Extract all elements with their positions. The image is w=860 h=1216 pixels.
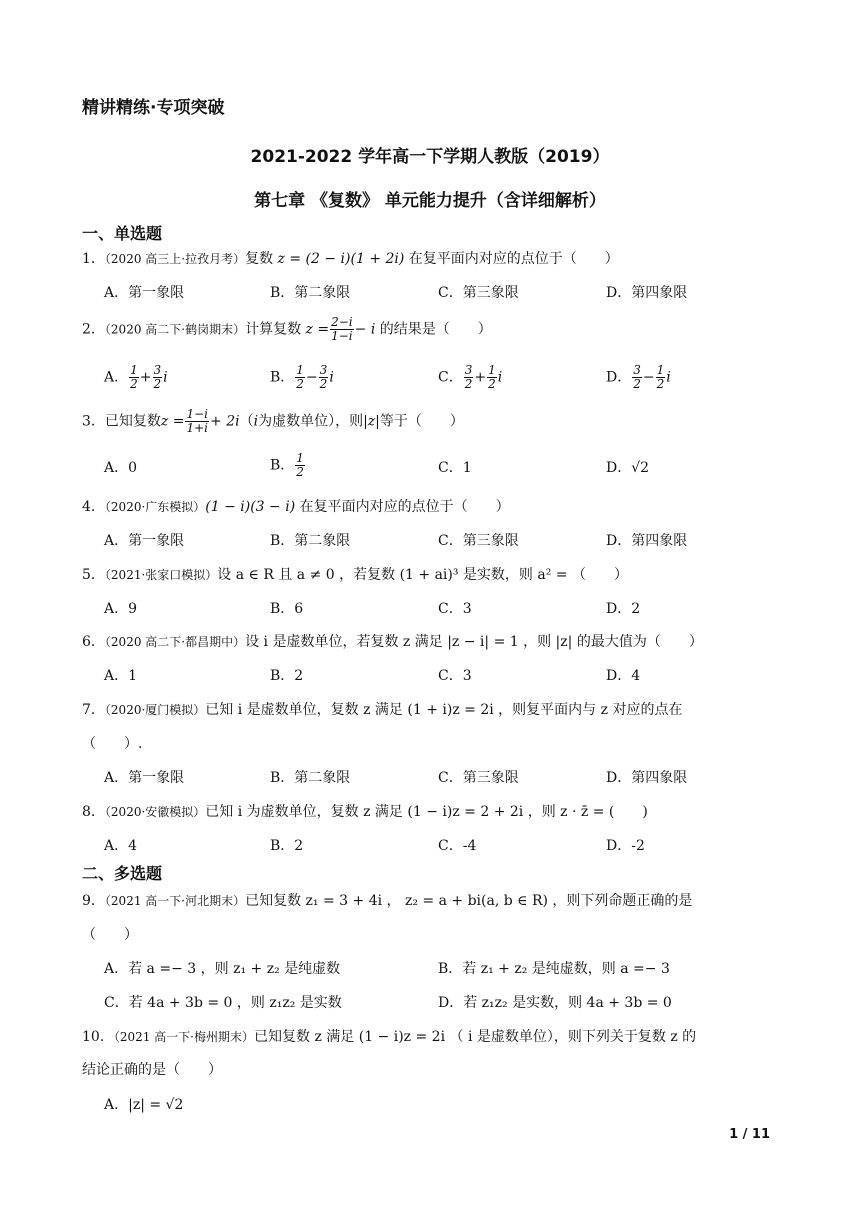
option-c: C．-4 xyxy=(438,838,477,854)
section-single-choice: 一、单选题 xyxy=(82,224,163,243)
option-c: C．1 xyxy=(438,460,472,476)
fraction: $\frac{1-i}{1+i}$ xyxy=(186,407,209,435)
option-b: B．2 xyxy=(270,668,304,684)
option-d: D． $\frac{3}{2}$ − $\frac{1}{2}$ i xyxy=(606,363,671,391)
document-title: 2021-2022 学年高一下学期人教版（2019） xyxy=(250,147,610,167)
option-b: B．2 xyxy=(270,838,304,854)
question-text: 已知 i 是虚数单位，复数 z 满足 (1 + i)z = 2i ，则复平面内与 z 对应的点在 xyxy=(205,702,683,718)
option-d: D．√2 xyxy=(606,460,650,476)
question-text: 复数 xyxy=(245,251,278,267)
question-7 xyxy=(82,699,682,719)
section-multi-choice: 二、多选题 xyxy=(82,864,163,883)
question-number: 3． xyxy=(82,413,105,430)
question-1 xyxy=(82,248,619,268)
math-expression: − i xyxy=(354,321,376,338)
option-c: C．3 xyxy=(438,601,472,617)
question-9-continued: （ ） xyxy=(82,927,138,943)
option-c: C．若 4a + 3b = 0 ，则 z₁z₂ 是实数 xyxy=(104,995,342,1011)
question-source: （2020 高三上·拉孜月考） xyxy=(104,252,246,266)
option-a: A．4 xyxy=(104,838,138,854)
option-a: A．第一象限 xyxy=(104,770,185,786)
question-4 xyxy=(82,496,510,516)
option-b: B． $\frac{1}{2}$ − $\frac{3}{2}$ i xyxy=(270,363,334,391)
option-d: D．第四象限 xyxy=(606,285,688,301)
option-c: C．3 xyxy=(438,668,472,684)
option-a: A．第一象限 xyxy=(104,533,185,549)
math-expression: + 2i xyxy=(210,413,240,430)
option-d: D．4 xyxy=(606,668,641,684)
question-8 xyxy=(82,801,648,821)
question-source: （2020 高二下·鹤岗期末） xyxy=(104,322,246,337)
question-3: 3．已知复数z = $\frac{1-i}{1+i}$ + 2i（i为虚数单位），则|z|等于（ ） xyxy=(82,407,464,435)
math-expression: (1 − i)(3 − i) xyxy=(205,499,296,515)
question-number: 7． xyxy=(82,702,105,718)
option-a: A． $\frac{1}{2}$ + $\frac{3}{2}$ i xyxy=(104,363,168,391)
chapter-title: 第七章 《复数》 单元能力提升（含详细解析） xyxy=(254,191,606,211)
question-text: 设 a ∈ R 且 a ≠ 0 ，若复数 (1 + ai)³ 是实数，则 a² = （ ） xyxy=(217,567,628,583)
option-a: A．0 xyxy=(104,460,138,476)
option-b: B．第二象限 xyxy=(270,770,351,786)
question-6 xyxy=(82,631,703,651)
question-source: （2021 高一下·梅州期末） xyxy=(113,1030,254,1044)
question-number: 1． xyxy=(82,251,105,267)
option-b: B．6 xyxy=(270,601,304,617)
option-b: B．若 z₁ + z₂ 是纯虚数，则 a =− 3 xyxy=(438,961,670,977)
question-text: 在复平面内对应的点位于（ ） xyxy=(404,251,619,267)
question-number: 5． xyxy=(82,567,105,583)
question-7-continued: （ ）. xyxy=(82,736,143,752)
question-source: （2021·张家口模拟） xyxy=(104,568,218,582)
question-number: 2． xyxy=(82,321,105,338)
option-d: D．-2 xyxy=(606,838,645,854)
brand-heading: 精讲精练·专项突破 xyxy=(82,98,225,118)
question-text: 计算复数 xyxy=(245,321,306,338)
question-number: 6． xyxy=(82,634,105,650)
option-d: D．第四象限 xyxy=(606,533,688,549)
question-text: 设 i 是虚数单位，若复数 z 满足 |z − i| = 1 ，则 |z| 的最大值为（ ） xyxy=(245,634,703,650)
question-number: 8． xyxy=(82,804,105,820)
question-9 xyxy=(82,890,692,910)
question-10 xyxy=(82,1026,696,1046)
option-a: A．若 a =− 3 ，则 z₁ + z₂ 是纯虚数 xyxy=(104,961,341,977)
math-expression: z = xyxy=(305,321,330,338)
option-c: C．第三象限 xyxy=(438,285,519,301)
option-d: D．第四象限 xyxy=(606,770,688,786)
question-source: （2020·安徽模拟） xyxy=(104,805,206,819)
option-d: D．2 xyxy=(606,601,641,617)
fraction: $\frac{2-i}{1-i}$ xyxy=(331,315,353,343)
option-c: C．第三象限 xyxy=(438,770,519,786)
option-d: D．若 z₁z₂ 是实数，则 4a + 3b = 0 xyxy=(438,995,672,1011)
question-text: 已知 i 为虚数单位，复数 z 满足 (1 − i)z = 2 + 2i ，则 z · z̄ = ( ) xyxy=(205,804,648,820)
option-a: A．9 xyxy=(104,601,138,617)
question-5 xyxy=(82,564,628,584)
option-b: B．第二象限 xyxy=(270,533,351,549)
page-number: 1 / 11 xyxy=(729,1127,770,1142)
option-c: C． $\frac{3}{2}$ + $\frac{1}{2}$ i xyxy=(438,363,503,391)
question-text: 已知复数 xyxy=(104,413,161,430)
question-10-continued: 结论正确的是（ ） xyxy=(82,1062,222,1078)
question-number: 4． xyxy=(82,499,105,515)
question-text: 已知复数 z 满足 (1 − i)z = 2i （ i 是虚数单位），则下列关于复数 z 的 xyxy=(254,1029,697,1045)
question-source: （2020 高二下·都昌期中） xyxy=(104,635,246,649)
option-c: C．第三象限 xyxy=(438,533,519,549)
question-text: 在复平面内对应的点位于（ ） xyxy=(295,499,510,515)
option-a: A．第一象限 xyxy=(104,285,185,301)
question-text: 的结果是（ ） xyxy=(375,321,492,338)
math-expression: z = (2 − i)(1 + 2i) xyxy=(277,251,405,267)
question-source: （2020·厦门模拟） xyxy=(104,703,206,717)
question-source: （2020·广东模拟） xyxy=(104,500,206,514)
option-a: A．1 xyxy=(104,668,138,684)
math-expression: z = xyxy=(160,413,185,430)
question-number: 9． xyxy=(82,893,105,909)
question-2 xyxy=(82,316,492,343)
question-source: （2021 高一下·河北期末） xyxy=(104,894,246,908)
question-number: 10． xyxy=(82,1029,114,1045)
option-b: B． $\frac{1}{2}$ xyxy=(270,451,304,479)
option-a: A．|z| = √2 xyxy=(104,1097,184,1113)
question-text: 已知复数 z₁ = 3 + 4i ， z₂ = a + bi(a, b ∈ R) ，则下列命题正确的是 xyxy=(245,893,693,909)
option-b: B．第二象限 xyxy=(270,285,351,301)
